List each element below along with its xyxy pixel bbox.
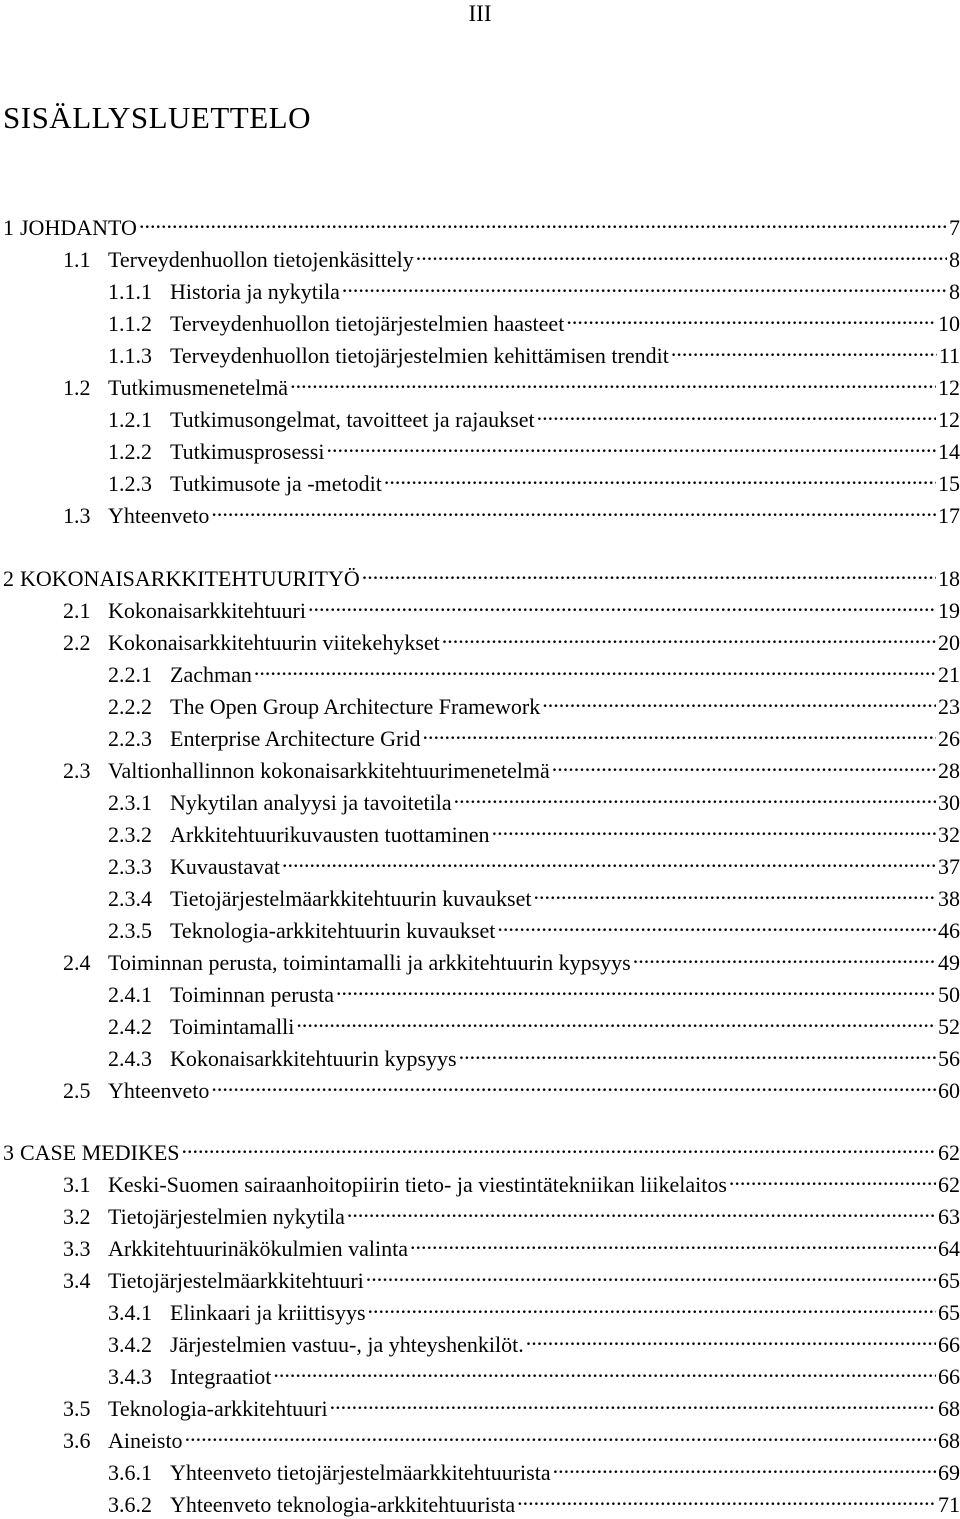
toc-entry-number: 3 bbox=[3, 1140, 14, 1165]
toc-leader-dots bbox=[526, 1324, 936, 1352]
toc-entry[interactable] bbox=[63, 495, 960, 528]
toc-entry-title: Enterprise Architecture Grid bbox=[170, 726, 421, 751]
toc-entry[interactable] bbox=[108, 910, 960, 943]
toc-entry-title: Terveydenhuollon tietojärjestelmien haasteet bbox=[170, 311, 565, 336]
toc-leader-dots bbox=[542, 686, 936, 714]
toc-entry-page: 26 bbox=[938, 726, 960, 751]
toc-leader-dots bbox=[326, 431, 936, 459]
toc-leader-dots bbox=[534, 878, 937, 906]
toc-entry-title: Toimintamalli bbox=[170, 1014, 295, 1039]
toc-entry-title: Yhteenveto tietojärjestelmäarkkitehtuurista bbox=[170, 1460, 551, 1485]
toc-entry[interactable] bbox=[3, 207, 960, 240]
toc-entry-number: 1.1 bbox=[63, 247, 91, 272]
toc-entry-number: 1.2.2 bbox=[108, 439, 152, 464]
toc-entry-number: 2.3.4 bbox=[108, 886, 152, 911]
toc-entry-page: 17 bbox=[938, 503, 960, 528]
toc-entry-title: Yhteenveto teknologia-arkkitehtuurista bbox=[170, 1492, 516, 1517]
toc-entry-page: 15 bbox=[938, 471, 960, 496]
toc-entry-page: 68 bbox=[938, 1396, 960, 1421]
toc-entry[interactable] bbox=[108, 878, 960, 911]
toc-entry[interactable] bbox=[108, 463, 960, 496]
toc-entry-page: 38 bbox=[938, 886, 960, 911]
toc-entry-page: 60 bbox=[938, 1078, 960, 1103]
toc-entry[interactable] bbox=[63, 942, 960, 975]
toc-entry-title: Tutkimusprosessi bbox=[170, 439, 325, 464]
toc-leader-dots bbox=[537, 399, 936, 427]
toc-leader-dots bbox=[330, 1388, 936, 1416]
toc-entry[interactable] bbox=[63, 1164, 960, 1197]
toc-leader-dots bbox=[671, 335, 937, 363]
toc-leader-dots bbox=[633, 942, 936, 970]
toc-entry[interactable] bbox=[63, 590, 960, 623]
toc-entry-page: 66 bbox=[938, 1364, 960, 1389]
toc-entry-number: 2.2.2 bbox=[108, 694, 152, 719]
toc-entry[interactable] bbox=[3, 558, 960, 591]
toc-entry-number: 3.5 bbox=[63, 1396, 91, 1421]
toc-entry-number: 3.4.1 bbox=[108, 1300, 152, 1325]
toc-entry-page: 11 bbox=[938, 343, 960, 368]
toc-entry[interactable] bbox=[108, 271, 960, 304]
toc-entry[interactable] bbox=[108, 1484, 960, 1517]
toc-entry-page: 14 bbox=[938, 439, 960, 464]
toc-entry-title: Teknologia-arkkitehtuurin kuvaukset bbox=[170, 918, 496, 943]
toc-entry-title: Järjestelmien vastuu-, ja yhteyshenkilöt. bbox=[170, 1332, 524, 1357]
toc-entry[interactable] bbox=[108, 814, 960, 847]
toc-leader-dots bbox=[553, 1452, 936, 1480]
toc-entry-title: Toiminnan perusta bbox=[170, 982, 335, 1007]
toc-entry-title: Tietojärjestelmien nykytila bbox=[108, 1204, 345, 1229]
toc-entry-title: Tutkimusongelmat, tavoitteet ja rajaukset bbox=[170, 407, 535, 432]
toc-entry-page: 64 bbox=[938, 1236, 960, 1261]
toc-entry[interactable] bbox=[108, 846, 960, 879]
toc-entry[interactable] bbox=[108, 1038, 960, 1071]
toc-entry-title: Arkkitehtuurinäkökulmien valinta bbox=[108, 1236, 408, 1261]
toc-leader-dots bbox=[211, 495, 936, 523]
toc-entry-page: 23 bbox=[938, 694, 960, 719]
toc-entry-page: 30 bbox=[938, 790, 960, 815]
toc-entry-number: 1.2.3 bbox=[108, 471, 152, 496]
toc-entry-page: 37 bbox=[938, 854, 960, 879]
toc-entry-title: Kokonaisarkkitehtuuri bbox=[108, 598, 306, 623]
toc-leader-dots bbox=[422, 718, 936, 746]
toc-leader-dots bbox=[566, 303, 936, 331]
toc-entry-number: 2.2.3 bbox=[108, 726, 152, 751]
toc-entry-number: 2.4.3 bbox=[108, 1046, 152, 1071]
toc-leader-dots bbox=[273, 1356, 936, 1384]
toc-entry[interactable] bbox=[63, 1420, 960, 1453]
toc-leader-dots bbox=[410, 1228, 936, 1256]
toc-entry-page: 10 bbox=[938, 311, 960, 336]
toc-entry-number: 2.4.1 bbox=[108, 982, 152, 1007]
toc-entry-page: 62 bbox=[938, 1140, 960, 1165]
toc-entry-number: 1.1.3 bbox=[108, 343, 152, 368]
toc-entry[interactable] bbox=[63, 239, 960, 272]
toc-entry[interactable] bbox=[108, 1324, 960, 1357]
toc-leader-dots bbox=[282, 846, 936, 874]
toc-entry-title: Integraatiot bbox=[170, 1364, 272, 1389]
toc-entry[interactable] bbox=[108, 303, 960, 336]
toc-entry-page: 7 bbox=[949, 215, 960, 240]
toc-entry-page: 20 bbox=[938, 630, 960, 655]
toc-leader-dots bbox=[416, 239, 947, 267]
toc-entry-number: 2.3.3 bbox=[108, 854, 152, 879]
toc-entry-number: 1.3 bbox=[63, 503, 91, 528]
toc-entry-number: 2.2.1 bbox=[108, 662, 152, 687]
toc-entry[interactable] bbox=[63, 1260, 960, 1293]
toc-entry[interactable] bbox=[108, 654, 960, 687]
toc-entry-title: Toiminnan perusta, toimintamalli ja arkkitehtuurin kypsyys bbox=[108, 950, 631, 975]
toc-entry-title: Historia ja nykytila bbox=[170, 279, 340, 304]
toc-entry-number: 2.3 bbox=[63, 758, 91, 783]
toc-entry[interactable] bbox=[108, 974, 960, 1007]
toc-entry-number: 2.3.1 bbox=[108, 790, 152, 815]
toc-entry-page: 65 bbox=[938, 1268, 960, 1293]
toc-entry-number: 3.6.2 bbox=[108, 1492, 152, 1517]
toc-leader-dots bbox=[459, 1038, 936, 1066]
toc-entry-number: 3.6 bbox=[63, 1428, 91, 1453]
toc-entry-number: 2.4.2 bbox=[108, 1014, 152, 1039]
toc-entry-number: 3.2 bbox=[63, 1204, 91, 1229]
toc-entry-number: 2.4 bbox=[63, 950, 91, 975]
toc-entry-number: 2.3.5 bbox=[108, 918, 152, 943]
toc-entry-title: CASE MEDIKES bbox=[20, 1140, 180, 1165]
toc-entry-page: 68 bbox=[938, 1428, 960, 1453]
toc-entry-page: 19 bbox=[938, 598, 960, 623]
toc-entry-page: 21 bbox=[938, 662, 960, 687]
toc-entry[interactable] bbox=[108, 1006, 960, 1039]
toc-entry-title: Kokonaisarkkitehtuurin kypsyys bbox=[170, 1046, 457, 1071]
toc-entry-page: 71 bbox=[938, 1492, 960, 1517]
toc-title: SISÄLLYSLUETTELO bbox=[3, 100, 311, 135]
toc-entry-number: 3.4.3 bbox=[108, 1364, 152, 1389]
toc-entry-page: 46 bbox=[938, 918, 960, 943]
toc-entry-title: Arkkitehtuurikuvausten tuottaminen bbox=[170, 822, 490, 847]
toc-leader-dots bbox=[368, 1292, 936, 1320]
toc-entry-number: 2.1 bbox=[63, 598, 91, 623]
toc-entry[interactable] bbox=[108, 335, 960, 368]
toc-entry-number: 3.4 bbox=[63, 1268, 91, 1293]
toc-leader-dots bbox=[254, 654, 936, 682]
toc-entry[interactable] bbox=[108, 782, 960, 815]
toc-entry-number: 2 bbox=[3, 566, 14, 591]
toc-entry[interactable] bbox=[63, 1070, 960, 1103]
toc-entry-title: KOKONAISARKKITEHTUURITYÖ bbox=[20, 566, 360, 591]
toc-leader-dots bbox=[384, 463, 936, 491]
toc-entry-number: 1.1.1 bbox=[108, 279, 152, 304]
toc-entry-number: 1.2 bbox=[63, 375, 91, 400]
toc-entry-title: Tietojärjestelmäarkkitehtuuri bbox=[108, 1268, 364, 1293]
toc-entry-page: 8 bbox=[949, 279, 960, 304]
toc-entry-page: 28 bbox=[938, 758, 960, 783]
toc-entry[interactable] bbox=[63, 367, 960, 400]
toc-entry[interactable] bbox=[108, 1292, 960, 1325]
toc-entry-number: 2.3.2 bbox=[108, 822, 152, 847]
toc-leader-dots bbox=[336, 974, 936, 1002]
toc-leader-dots bbox=[729, 1164, 936, 1192]
toc-leader-dots bbox=[517, 1484, 936, 1512]
toc-entry[interactable] bbox=[3, 1132, 960, 1165]
toc-leader-dots bbox=[290, 367, 936, 395]
toc-entry[interactable] bbox=[108, 399, 960, 432]
toc-entry[interactable] bbox=[63, 750, 960, 783]
toc-entry-page: 69 bbox=[938, 1460, 960, 1485]
toc-entry[interactable] bbox=[63, 1228, 960, 1261]
toc-leader-dots bbox=[442, 622, 936, 650]
toc-entry-title: Zachman bbox=[170, 662, 252, 687]
toc-entry-title: JOHDANTO bbox=[20, 215, 137, 240]
toc-leader-dots bbox=[362, 558, 936, 586]
toc-entry-number: 2.2 bbox=[63, 630, 91, 655]
toc-entry-page: 49 bbox=[938, 950, 960, 975]
toc-entry-title: Tutkimusote ja -metodit bbox=[170, 471, 382, 496]
toc-entry-title: Valtionhallinnon kokonaisarkkitehtuurimenetelmä bbox=[108, 758, 550, 783]
toc-entry-title: Terveydenhuollon tietojenkäsittely bbox=[108, 247, 414, 272]
toc-entry[interactable] bbox=[63, 1388, 960, 1421]
toc-entry[interactable] bbox=[108, 718, 960, 751]
toc-leader-dots bbox=[347, 1196, 936, 1224]
toc-leader-dots bbox=[296, 1006, 936, 1034]
toc-leader-dots bbox=[492, 814, 936, 842]
toc-entry-page: 50 bbox=[938, 982, 960, 1007]
toc-entry-title: Teknologia-arkkitehtuuri bbox=[108, 1396, 328, 1421]
toc-leader-dots bbox=[308, 590, 936, 618]
toc-entry-page: 65 bbox=[938, 1300, 960, 1325]
toc-entry-number: 3.1 bbox=[63, 1172, 91, 1197]
toc-leader-dots bbox=[454, 782, 936, 810]
toc-entry-title: Terveydenhuollon tietojärjestelmien kehittämisen trendit bbox=[170, 343, 669, 368]
toc-entry[interactable] bbox=[108, 1356, 960, 1389]
toc-entry-number: 3.6.1 bbox=[108, 1460, 152, 1485]
toc-entry-page: 56 bbox=[938, 1046, 960, 1071]
toc-entry-page: 62 bbox=[938, 1172, 960, 1197]
toc-entry[interactable] bbox=[108, 1452, 960, 1485]
toc-entry-page: 32 bbox=[938, 822, 960, 847]
toc-entry-number: 3.4.2 bbox=[108, 1332, 152, 1357]
toc-leader-dots bbox=[182, 1132, 936, 1160]
toc-leader-dots bbox=[497, 910, 936, 938]
toc-entry[interactable] bbox=[63, 1196, 960, 1229]
toc-leader-dots bbox=[552, 750, 936, 778]
toc-entry-title: Keski-Suomen sairaanhoitopiirin tieto- ja viestintätekniikan liikelaitos bbox=[108, 1172, 727, 1197]
toc-entry-number: 1.2.1 bbox=[108, 407, 152, 432]
toc-entry-number: 1.1.2 bbox=[108, 311, 152, 336]
toc-entry-title: Yhteenveto bbox=[108, 503, 210, 528]
toc-leader-dots bbox=[139, 207, 947, 235]
toc-entry-number: 1 bbox=[3, 215, 14, 240]
toc-entry-page: 63 bbox=[938, 1204, 960, 1229]
toc-entry-page: 12 bbox=[938, 375, 960, 400]
toc-entry-number: 3.3 bbox=[63, 1236, 91, 1261]
toc-entry-number: 2.5 bbox=[63, 1078, 91, 1103]
toc-leader-dots bbox=[342, 271, 947, 299]
toc-entry-title: Yhteenveto bbox=[108, 1078, 210, 1103]
toc-entry[interactable] bbox=[108, 431, 960, 464]
toc-entry-title: Kokonaisarkkitehtuurin viitekehykset bbox=[108, 630, 440, 655]
page-number: III bbox=[468, 1, 492, 26]
toc-entry-title: Elinkaari ja kriittisyys bbox=[170, 1300, 366, 1325]
toc-entry-page: 18 bbox=[938, 566, 960, 591]
toc-entry-title: Kuvaustavat bbox=[170, 854, 280, 879]
toc-entry[interactable] bbox=[63, 622, 960, 655]
toc-leader-dots bbox=[211, 1070, 936, 1098]
toc-entry-title: Tietojärjestelmäarkkitehtuurin kuvaukset bbox=[170, 886, 532, 911]
toc-entry-page: 52 bbox=[938, 1014, 960, 1039]
toc-entry-title: Nykytilan analyysi ja tavoitetila bbox=[170, 790, 452, 815]
toc-leader-dots bbox=[366, 1260, 936, 1288]
toc-entry-title: Tutkimusmenetelmä bbox=[108, 375, 289, 400]
toc-entry-title: Aineisto bbox=[108, 1428, 183, 1453]
toc-entry[interactable] bbox=[108, 686, 960, 719]
toc-entry-page: 12 bbox=[938, 407, 960, 432]
toc-entry-page: 8 bbox=[949, 247, 960, 272]
toc-entry-page: 66 bbox=[938, 1332, 960, 1357]
toc-leader-dots bbox=[185, 1420, 936, 1448]
toc-entry-title: The Open Group Architecture Framework bbox=[170, 694, 541, 719]
